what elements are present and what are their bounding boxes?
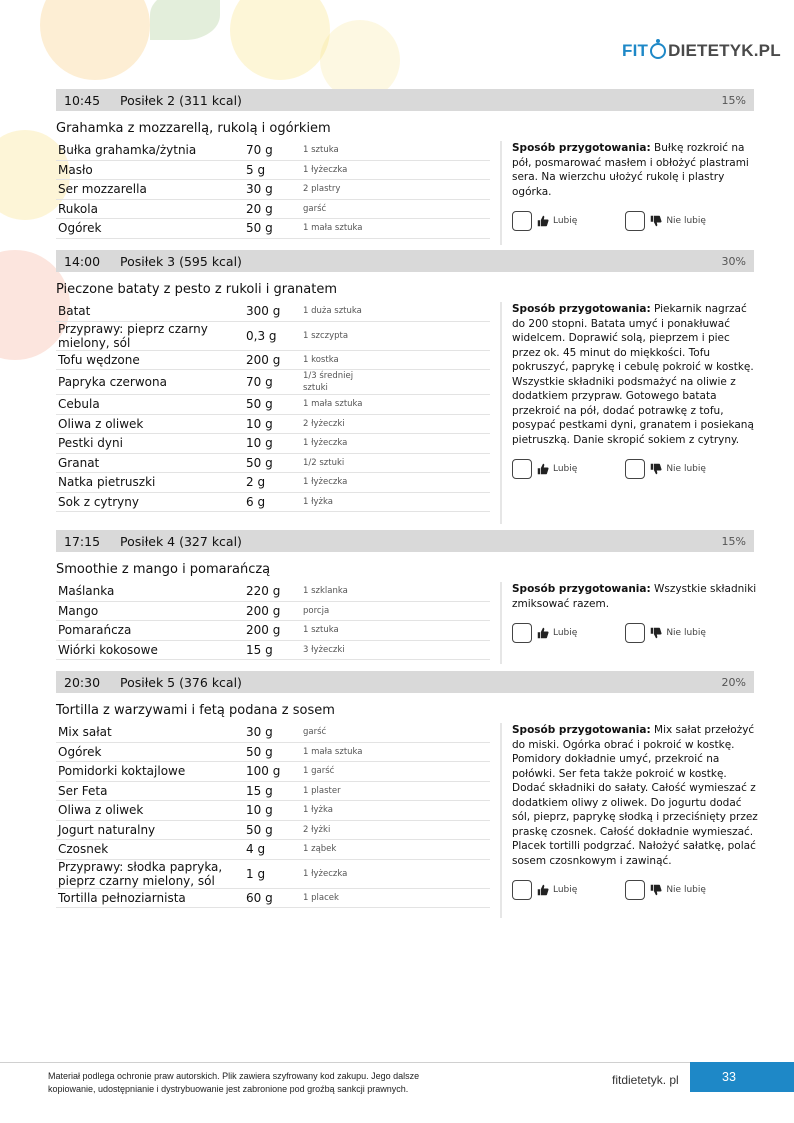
ingredient-row <box>56 801 490 821</box>
ingredient-unit: garść <box>303 203 327 214</box>
ingredient-amount: 30 g <box>246 182 273 197</box>
meal-name: Posiłek 3 (595 kcal) <box>120 253 242 269</box>
ingredient-row <box>56 762 490 782</box>
preparation-panel <box>500 141 758 245</box>
thumbs-up-icon <box>537 627 549 639</box>
ingredient-unit: 2 łyżki <box>303 824 331 835</box>
like-option[interactable] <box>512 880 577 900</box>
ingredient-amount: 2 g <box>246 475 266 490</box>
meal-header <box>56 671 754 693</box>
ingredient-row <box>56 723 490 743</box>
ingredient-row <box>56 473 490 493</box>
ingredients-table <box>56 302 490 512</box>
meal-time: 20:30 <box>64 674 101 690</box>
meal-percent: 30% <box>721 254 746 268</box>
ingredient-unit: 1 ząbek <box>303 844 337 855</box>
meal-percent: 15% <box>721 93 746 107</box>
ingredient-unit: 1 szklanka <box>303 586 348 597</box>
like-option[interactable] <box>512 211 577 231</box>
ingredient-unit: 1 sztuka <box>303 145 339 156</box>
dislike-option[interactable] <box>625 880 706 900</box>
ingredient-unit: 2 plastry <box>303 184 341 195</box>
ingredient-row <box>56 621 490 641</box>
ingredient-name: Przyprawy: słodka papryka, pieprz czarny mielony, sól <box>58 859 223 888</box>
meal-section <box>56 89 754 239</box>
ingredient-name: Ogórek <box>58 744 102 759</box>
ingredient-amount: 5 g <box>246 162 266 177</box>
orange-decoration <box>40 0 150 80</box>
meal-name: Posiłek 5 (376 kcal) <box>120 674 242 690</box>
ingredient-row <box>56 840 490 860</box>
dislike-label: Nie lubię <box>666 215 706 226</box>
ingredients-table <box>56 141 490 239</box>
ingredient-name: Pomarańcza <box>58 623 132 638</box>
ingredient-name: Maślanka <box>58 584 115 599</box>
meal-percent: 15% <box>721 534 746 548</box>
rating-controls <box>512 880 758 900</box>
ingredient-row <box>56 582 490 602</box>
ingredient-amount: 6 g <box>246 494 266 509</box>
preparation-text: Sposób przygotowania: Bułkę rozkroić na pół, posmarować masłem i obłożyć plastrami sera. Na wierzchu ułożyć rukolę i plastry ogórka. <box>512 142 749 198</box>
ingredient-amount: 300 g <box>246 304 281 319</box>
ingredient-amount: 10 g <box>246 803 273 818</box>
ingredient-row <box>56 161 490 181</box>
ingredient-row <box>56 821 490 841</box>
ingredient-amount: 15 g <box>246 783 273 798</box>
recipe-content <box>56 302 754 512</box>
ingredients-table <box>56 723 490 908</box>
ingredient-row <box>56 641 490 661</box>
preparation-text: Sposób przygotowania: Mix sałat przełożyć do miski. Ogórka obrać i pokroić w kostkę. Pomidory dokładnie umyć, przekroić na połówki. Ser feta także pokroić w kostkę. Dodać składniki do sałaty. Całość wymieszać z dodatkiem oliwy z oliwek. Do jogurtu dodać sól, pieprz, paprykę słodką i przeciśnięty przez praskę czosnek. Całość dokładnie wymieszać. Placek tortilli podgrzać. Nałożyć sałatkę, polać sosem czosnkowym i zawinąć. <box>512 724 758 867</box>
ingredient-unit: 1 mała sztuka <box>303 223 363 234</box>
ingredient-name: Oliwa z oliwek <box>58 416 144 431</box>
meal-section <box>56 671 758 908</box>
ingredient-row <box>56 180 490 200</box>
preparation-label: Sposób przygotowania: <box>512 142 651 154</box>
thumbs-down-icon <box>650 215 662 227</box>
ingredient-name: Oliwa z oliwek <box>58 803 144 818</box>
thumbs-down-icon <box>650 463 662 475</box>
dislike-checkbox[interactable] <box>625 211 645 231</box>
like-option[interactable] <box>512 459 577 479</box>
meal-percent: 20% <box>721 675 746 689</box>
like-checkbox[interactable] <box>512 623 532 643</box>
recipe-title: Grahamka z mozzarellą, rukolą i ogórkiem <box>56 121 331 136</box>
page-number: 33 <box>690 1062 794 1092</box>
ingredient-row <box>56 200 490 220</box>
recipe-content <box>56 141 754 239</box>
ingredient-unit: 1 mała sztuka <box>303 746 363 757</box>
ingredient-name: Tortilla pełnoziarnista <box>58 890 186 905</box>
ingredient-row <box>56 860 490 889</box>
dislike-option[interactable] <box>625 459 706 479</box>
ingredient-amount: 1 g <box>246 866 266 881</box>
meal-section <box>56 530 757 660</box>
ingredient-amount: 4 g <box>246 842 266 857</box>
footer-divider <box>0 1062 794 1063</box>
ingredient-amount: 70 g <box>246 143 273 158</box>
ingredient-name: Ser Feta <box>58 783 108 798</box>
like-checkbox[interactable] <box>512 459 532 479</box>
meal-section <box>56 250 754 512</box>
recipe-title: Smoothie z mango i pomarańczą <box>56 562 271 577</box>
ingredient-unit: 1 kostka <box>303 354 339 365</box>
dislike-label: Nie lubię <box>666 627 706 638</box>
meal-header <box>56 530 754 552</box>
recipe-content <box>56 582 757 660</box>
ingredient-row <box>56 302 490 322</box>
ingredient-amount: 20 g <box>246 201 273 216</box>
ingredient-amount: 200 g <box>246 603 281 618</box>
meal-header <box>56 89 754 111</box>
ingredient-row <box>56 370 490 395</box>
dislike-checkbox[interactable] <box>625 880 645 900</box>
ingredient-row <box>56 219 490 239</box>
copyright-notice: Materiał podlega ochronie praw autorskich. Plik zawiera szyfrowany kod zakupu. Jego dalsze kopiowanie, udostępnianie i dystrybuowanie jest zabronione pod groźbą sankcji prawnych. <box>48 1071 420 1094</box>
ingredient-name: Przyprawy: pieprz czarny mielony, sól <box>58 321 208 350</box>
ingredient-row <box>56 351 490 371</box>
like-checkbox[interactable] <box>512 211 532 231</box>
dislike-label: Nie lubię <box>666 884 706 895</box>
ingredient-name: Czosnek <box>58 842 109 857</box>
ingredient-unit: 1 łyżeczka <box>303 438 348 449</box>
ingredient-row <box>56 434 490 454</box>
ingredient-unit: 1 sztuka <box>303 625 339 636</box>
ingredient-amount: 200 g <box>246 623 281 638</box>
ingredient-name: Mix sałat <box>58 725 112 740</box>
ingredient-unit: 1 garść <box>303 766 335 777</box>
ingredient-name: Jogurt naturalny <box>58 822 156 837</box>
ingredient-name: Pestki dyni <box>58 436 123 451</box>
dislike-option[interactable] <box>625 211 706 231</box>
ingredient-name: Ser mozzarella <box>58 182 147 197</box>
like-label: Lubię <box>553 463 578 474</box>
meal-name: Posiłek 4 (327 kcal) <box>120 533 242 549</box>
like-label: Lubię <box>553 627 578 638</box>
ingredient-amount: 200 g <box>246 352 281 367</box>
dislike-checkbox[interactable] <box>625 623 645 643</box>
preparation-label: Sposób przygotowania: <box>512 724 651 736</box>
ingredient-row <box>56 782 490 802</box>
preparation-label: Sposób przygotowania: <box>512 583 651 595</box>
ingredient-name: Pomidorki koktajlowe <box>58 764 186 779</box>
ingredient-name: Cebula <box>58 397 100 412</box>
recipe-content <box>56 723 758 908</box>
meal-time: 10:45 <box>64 92 101 108</box>
preparation-panel <box>500 723 758 918</box>
preparation-panel <box>500 582 758 664</box>
ingredient-name: Tofu wędzone <box>58 352 140 367</box>
recipe-title: Tortilla z warzywami i fetą podana z sosem <box>56 703 335 718</box>
ingredient-unit: 1/2 sztuki <box>303 457 345 468</box>
like-label: Lubię <box>553 215 578 226</box>
rating-controls <box>512 459 758 479</box>
ingredient-amount: 60 g <box>246 890 273 905</box>
ingredient-row <box>56 743 490 763</box>
ingredient-name: Wiórki kokosowe <box>58 642 158 657</box>
dislike-checkbox[interactable] <box>625 459 645 479</box>
meal-name: Posiłek 2 (311 kcal) <box>120 92 242 108</box>
ingredient-unit: 1 szczypta <box>303 330 349 341</box>
preparation-panel <box>500 302 758 524</box>
thumbs-up-icon <box>537 463 549 475</box>
preparation-text: Sposób przygotowania: Piekarnik nagrzać do 200 stopni. Batata umyć i ponakłuwać widelcem. Doprawić solą, pieprzem i piec przez ok. 45 minut do miękkości. Tofu pokruszyć, paprykę i cebulę pokroić w kostkę. Wszystkie składniki podsmażyć na oliwie z dodatkiem przypraw. Gotowego batata przekroić na pół, dodać potrawkę z tofu, posypać pestkami dyni, granatem i posiekaną pietruszką. Danie skropić sokiem z cytryny. <box>512 303 754 446</box>
like-checkbox[interactable] <box>512 880 532 900</box>
ingredient-row <box>56 454 490 474</box>
ingredient-name: Natka pietruszki <box>58 475 156 490</box>
dislike-label: Nie lubię <box>666 463 706 474</box>
ingredient-name: Sok z cytryny <box>58 494 139 509</box>
ingredient-amount: 15 g <box>246 642 273 657</box>
ingredient-amount: 50 g <box>246 822 273 837</box>
ingredient-unit: 2 łyżeczki <box>303 418 345 429</box>
rating-controls <box>512 623 758 643</box>
meal-header <box>56 250 754 272</box>
preparation-label: Sposób przygotowania: <box>512 303 651 315</box>
ingredient-amount: 30 g <box>246 725 273 740</box>
recipe-title: Pieczone bataty z pesto z rukoli i granatem <box>56 282 338 297</box>
ingredient-name: Masło <box>58 162 93 177</box>
ingredient-name: Papryka czerwona <box>58 375 167 389</box>
ingredient-row <box>56 141 490 161</box>
like-option[interactable] <box>512 623 577 643</box>
ingredient-amount: 50 g <box>246 455 273 470</box>
ingredient-row <box>56 602 490 622</box>
ingredient-row <box>56 395 490 415</box>
ingredient-amount: 50 g <box>246 397 273 412</box>
ingredient-amount: 50 g <box>246 221 273 236</box>
thumbs-down-icon <box>650 884 662 896</box>
ingredient-unit: 1 łyżeczka <box>303 868 348 879</box>
ingredient-row <box>56 493 490 513</box>
meal-time: 17:15 <box>64 533 101 549</box>
ingredient-unit: 1 łyżeczka <box>303 164 348 175</box>
ingredient-amount: 10 g <box>246 436 273 451</box>
lemon-decoration <box>320 20 400 100</box>
ingredient-amount: 0,3 g <box>246 328 277 343</box>
ingredient-amount: 70 g <box>246 375 273 389</box>
logo-ring-icon <box>650 43 666 59</box>
rating-controls <box>512 211 758 231</box>
ingredient-unit: 1 łyżka <box>303 496 333 507</box>
like-label: Lubię <box>553 884 578 895</box>
ingredient-unit: 1 łyżeczka <box>303 477 348 488</box>
ingredients-table <box>56 582 490 660</box>
ingredient-unit: garść <box>303 727 327 738</box>
ingredient-name: Bułka grahamka/żytnia <box>58 143 197 158</box>
ingredient-amount: 10 g <box>246 416 273 431</box>
ingredient-unit: 1/3 średniej sztuki <box>303 371 354 393</box>
thumbs-up-icon <box>537 215 549 227</box>
ingredient-row <box>56 322 490 351</box>
ingredient-unit: 1 placek <box>303 892 339 903</box>
thumbs-down-icon <box>650 627 662 639</box>
meal-time: 14:00 <box>64 253 101 269</box>
ingredient-unit: 1 mała sztuka <box>303 399 363 410</box>
lemon-decoration <box>230 0 330 80</box>
leaf-decoration <box>150 0 220 40</box>
ingredient-amount: 100 g <box>246 764 281 779</box>
ingredient-name: Ogórek <box>58 221 102 236</box>
ingredient-unit: 1 plaster <box>303 785 341 796</box>
footer-site-link[interactable]: fitdietetyk. pl <box>612 1073 679 1087</box>
ingredient-unit: 1 duża sztuka <box>303 306 362 317</box>
preparation-text: Sposób przygotowania: Wszystkie składniki zmiksować razem. <box>512 583 757 610</box>
brand-logo: FIT DIETETYK.PL <box>622 41 781 60</box>
ingredient-name: Granat <box>58 455 100 470</box>
ingredient-name: Batat <box>58 304 91 319</box>
ingredient-name: Rukola <box>58 201 98 216</box>
thumbs-up-icon <box>537 884 549 896</box>
ingredient-unit: 1 łyżka <box>303 805 333 816</box>
dislike-option[interactable] <box>625 623 706 643</box>
ingredient-unit: porcja <box>303 605 330 616</box>
ingredient-row <box>56 415 490 435</box>
ingredient-name: Mango <box>58 603 99 618</box>
ingredient-row <box>56 889 490 909</box>
ingredient-amount: 220 g <box>246 584 281 599</box>
ingredient-amount: 50 g <box>246 744 273 759</box>
ingredient-unit: 3 łyżeczki <box>303 644 345 655</box>
